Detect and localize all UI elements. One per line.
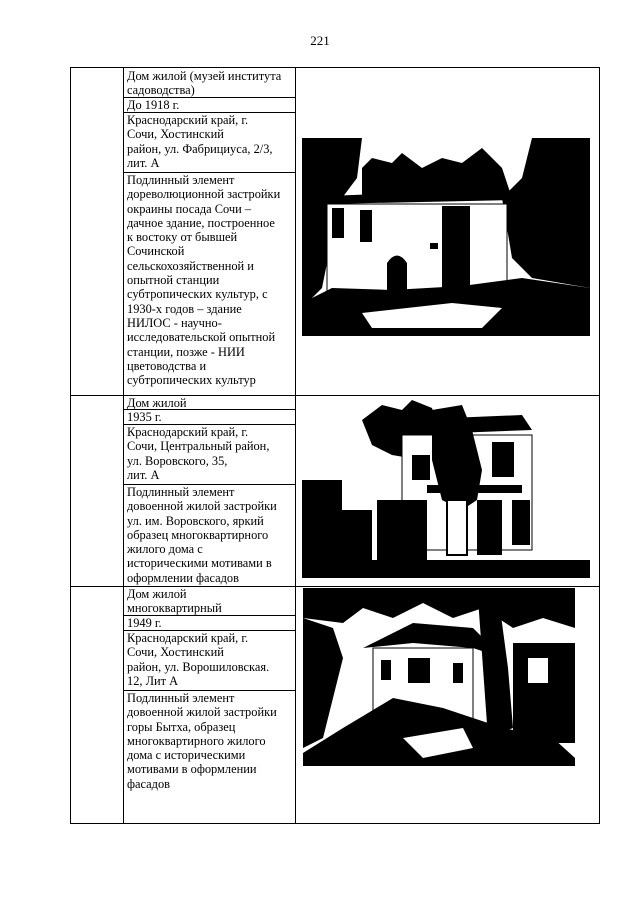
object-name-cell: Дом жилой <box>127 396 187 410</box>
object-address-cell: Краснодарский край, г. Сочи, Хостинский район, ул. Ворошиловская. 12, Лит А <box>127 631 270 688</box>
building-photo <box>303 588 575 766</box>
object-address-cell: Краснодарский край, г. Сочи, Центральный район, ул. Воровского, 35, лит. А <box>127 425 270 482</box>
object-description-cell: Подлинный элемент довоенной жилой застройки ул. им. Воровского, яркий образец многоквартирного жилого дома с историческими мотивами в оформлении фасадов <box>127 485 277 585</box>
page-number: 221 <box>310 33 330 48</box>
object-name-cell: Дом жилой (музей института садоводства) <box>127 69 282 98</box>
object-date-cell: До 1918 г. <box>127 98 180 112</box>
object-name-cell: Дом жилой многоквартирный <box>127 587 222 616</box>
building-photo <box>302 400 590 578</box>
column-divider <box>295 68 296 823</box>
building-photo <box>302 138 590 336</box>
object-description-cell: Подлинный элемент довоенной жилой застройки горы Бытха, образец многоквартирного жилого дома с историческими мотивами в оформлении фасадов <box>127 691 277 791</box>
object-address-cell: Краснодарский край, г. Сочи, Хостинский район, ул. Фабрициуса, 2/3, лит. А <box>127 113 273 170</box>
object-description-cell: Подлинный элемент дореволюционной застройки окраины посада Сочи – дачное здание, построенное к востоку от бывшей Сочинской сельскохозяйственной и опытной станции субтропических культур, с 1930-х годов – здание НИЛОС - научно- исследовательской опытной станции, позже - НИИ цветоводства и субтропических культур <box>127 173 281 388</box>
column-divider <box>123 68 124 823</box>
monuments-table <box>70 67 600 824</box>
object-date-cell: 1949 г. <box>127 616 162 630</box>
object-date-cell: 1935 г. <box>127 410 162 424</box>
